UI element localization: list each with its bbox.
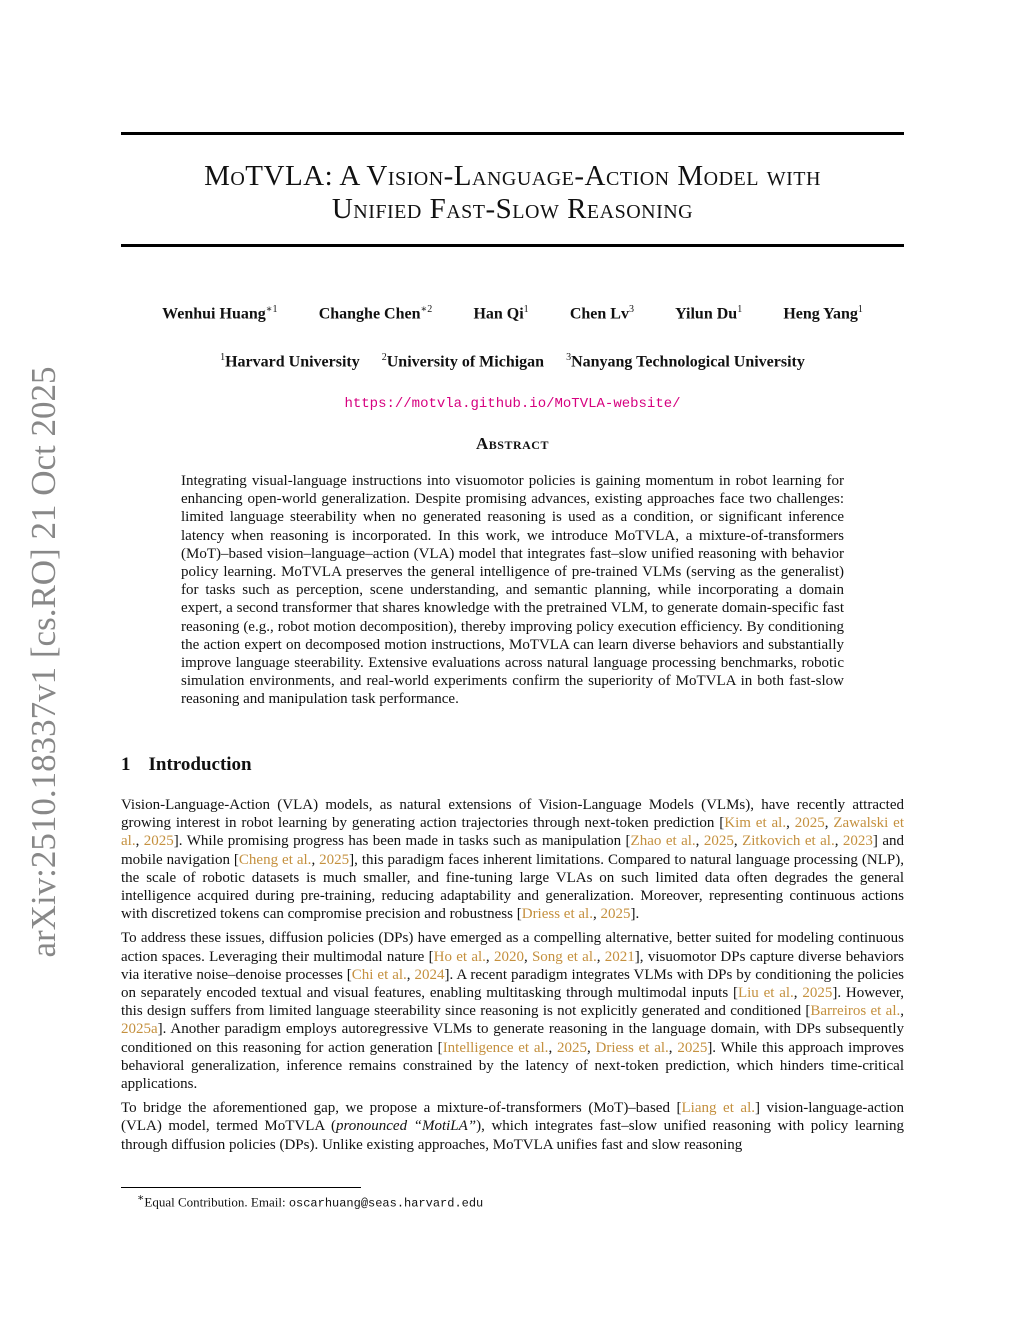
body-text: ] vision-language-action (VLA) model, termed MoTVLA ( (121, 1100, 905, 1135)
body-text: , (523, 948, 532, 965)
body-text: ]. However, this design suffers from limited language steerability since reasoning is not explicitly generated and conditioned [ (121, 985, 905, 1020)
body-text: To address these issues, diffusion policies (DPs) have emerged as a compelling alternative, better suited for modeling continuous action spaces. Leveraging their multimodal nature [ (121, 930, 904, 965)
body-text: ]. A recent paradigm integrates VLMs with DPs by conditioning the policies on separately encoded textual and visual features, enabling multitasking through multimodal inputs [ (121, 966, 904, 1002)
paper-title (121, 160, 904, 226)
footnote: ∗Equal Contribution. Email: oscarhuang@seas.harvard.edu (137, 1192, 484, 1211)
affiliation: $^2$University of Michigan (381, 352, 545, 371)
citation-link[interactable]: Liu et al. (737, 985, 794, 1002)
citation-link[interactable]: Liang et al. (681, 1100, 756, 1117)
body-text: , (485, 948, 494, 965)
citation-link[interactable]: 2025 (319, 851, 350, 868)
affiliation-list (121, 352, 904, 371)
body-text: , (668, 1039, 678, 1056)
citation-link[interactable]: Zitkovich et al. (742, 833, 835, 850)
citation-link[interactable]: 2025a (121, 1021, 158, 1038)
body-text: , (548, 1039, 557, 1056)
affiliation: $^1$Harvard University (220, 352, 360, 371)
body-text: , (786, 815, 795, 832)
author: Wenhui Huang$^{∗1}$ (162, 304, 278, 323)
body-text: ] and mobile navigation [ (121, 833, 905, 868)
body-text: , (793, 985, 803, 1002)
section-title: Introduction (148, 754, 252, 775)
citation-link[interactable]: 2025 (556, 1039, 587, 1056)
body-text: ], visuomotor DPs capture diverse behaviors via iterative noise–denoise processes [ (121, 948, 905, 983)
citation-link[interactable]: Zhao et al. (630, 833, 696, 850)
body-text: , (733, 833, 743, 850)
citation-link[interactable]: 2021 (604, 948, 635, 965)
footnote-email[interactable]: oscarhuang@seas.harvard.edu (288, 1196, 484, 1211)
body-text: ), which integrates fast–slow unified reasoning with policy learning through diffusion policies (DPs). Unlike existing approaches, MoTVLA unifies fast and slow reasoning (121, 1118, 904, 1153)
citation-link[interactable]: Driess et al. (521, 906, 593, 923)
citation-link[interactable]: 2020 (493, 948, 524, 965)
citation-link[interactable]: 2025 (677, 1039, 708, 1056)
body-text: ]. (630, 906, 640, 923)
citation-link[interactable]: Intelligence et al. (442, 1039, 549, 1056)
body-text: ]. While promising progress has been made in tasks such as manipulation [ (173, 833, 631, 850)
citation-link[interactable]: 2025 (143, 833, 174, 850)
arxiv-watermark: arXiv:2510.18337v1 [cs.RO] 21 Oct 2025 (24, 366, 63, 958)
title-line-2: Unified Fast-Slow Reasoning (331, 193, 694, 225)
body-text: , (900, 1003, 904, 1020)
author: Han Qi$^1$ (473, 304, 529, 323)
body-text: , (406, 966, 415, 983)
section-heading (121, 754, 252, 776)
body-text: ]. While this approach improves behavioral generalization, inference remains constrained by the latency of next-token prediction, which hinders time-critical applications. (121, 1039, 905, 1093)
body-paragraph (121, 796, 904, 923)
citation-link[interactable]: Barreiros et al. (810, 1003, 901, 1020)
introduction-body (121, 796, 904, 1160)
body-paragraph (121, 1099, 904, 1154)
body-text: , (311, 851, 320, 868)
body-text: , (596, 948, 605, 965)
citation-link[interactable]: 2024 (414, 966, 445, 983)
body-text: , (824, 815, 834, 832)
body-text: Vision-Language-Action (VLA) models, as natural extensions of Vision-Language Models (VLMs), have recently attracted growing interest in robot learning by generating action trajectories through next-token prediction [ (121, 797, 904, 832)
citation-link[interactable]: Driess et al. (595, 1039, 669, 1056)
body-text: ]. Another paradigm employs autoregressive VLMs to generate reasoning in the language domain, with DPs subsequently conditioned on this reasoning for action generation [ (121, 1021, 904, 1056)
citation-link[interactable]: Zawalski et al. (121, 815, 905, 850)
body-text: , (834, 833, 843, 850)
body-text: ], this paradigm faces inherent limitations. Compared to natural language processing (NLP), the scale of robotic datasets is much smaller, and fine-tuning large VLAs on such limited data often degrades the general intelligence acquired during pre-training, reducing adaptability and generalization. Moreover, representing continuous actions with discretized tokens can compromise precision and robustness [ (121, 851, 904, 923)
citation-link[interactable]: 2025 (802, 985, 833, 1002)
abstract-heading: Abstract (476, 434, 549, 453)
citation-link[interactable]: Kim et al. (724, 815, 787, 832)
citation-link[interactable]: 2023 (842, 833, 873, 850)
body-text: , (135, 833, 144, 850)
project-url-link[interactable]: https://motvla.github.io/MoTVLA-website/ (344, 396, 681, 412)
author-list (121, 304, 904, 323)
citation-link[interactable]: Ho et al. (433, 948, 486, 965)
citation-link[interactable]: 2025 (703, 833, 734, 850)
citation-link[interactable]: 2025 (600, 906, 631, 923)
body-text: , (695, 833, 704, 850)
affiliation: $^3$Nanyang Technological University (566, 352, 805, 371)
author: Yilun Du$^1$ (675, 304, 743, 323)
abstract-text: Integrating visual-language instructions into visuomotor policies is gaining momentum in robot learning for enhancing open-world generalization. Despite promising advances, existing approaches face two challenges: limited language steerability when no generated reasoning is used as a condition, or significant inference latency when reasoning is incorporated. In this work, we introduce MoTVLA, a mixture-of-transformers (MoT)–based vision–language–action (VLA) model that integrates fast–slow unified reasoning with behavior policy learning. MoTVLA preserves the general intelligence of pre-trained VLMs (serving as the generalist) for tasks such as perception, scene understanding, and semantic planning, while incorporating a domain expert, a second transformer that shares knowledge with the pretrained VLM, to generate domain-specific fast reasoning (e.g., robot motion decomposition), thereby improving policy execution efficiency. By conditioning the action expert on decomposed motion instructions, MoTVLA can learn diverse behaviors and substantially improve language steerability. Extensive evaluations across natural language processing benchmarks, robotic simulation environments, and real-world experiments confirm the superiority of MoTVLA in both fast-slow reasoning and manipulation task performance. (181, 473, 844, 708)
title-bottom-rule (121, 244, 904, 247)
footnote-rule (121, 1187, 361, 1188)
body-text: To bridge the aforementioned gap, we propose a mixture-of-transformers (MoT)–based [ (121, 1100, 682, 1117)
title-top-rule (121, 132, 904, 135)
body-text: , (592, 906, 601, 923)
citation-link[interactable]: Chi et al. (351, 966, 407, 983)
body-paragraph (121, 929, 904, 1093)
citation-link[interactable]: Song et al. (531, 948, 597, 965)
section-number: 1 (121, 754, 131, 775)
citation-link[interactable]: 2025 (794, 815, 825, 832)
author: Heng Yang$^1$ (783, 304, 863, 323)
citation-link[interactable]: Cheng et al. (238, 851, 312, 868)
author: Changhe Chen$^{∗2}$ (318, 304, 433, 323)
body-text: , (586, 1039, 596, 1056)
title-line-1: MoTVLA: A Vision-Language-Action Model with (204, 160, 821, 192)
body-text: pronounced “MotiLA” (335, 1118, 477, 1135)
author: Chen Lv$^3$ (569, 304, 634, 323)
